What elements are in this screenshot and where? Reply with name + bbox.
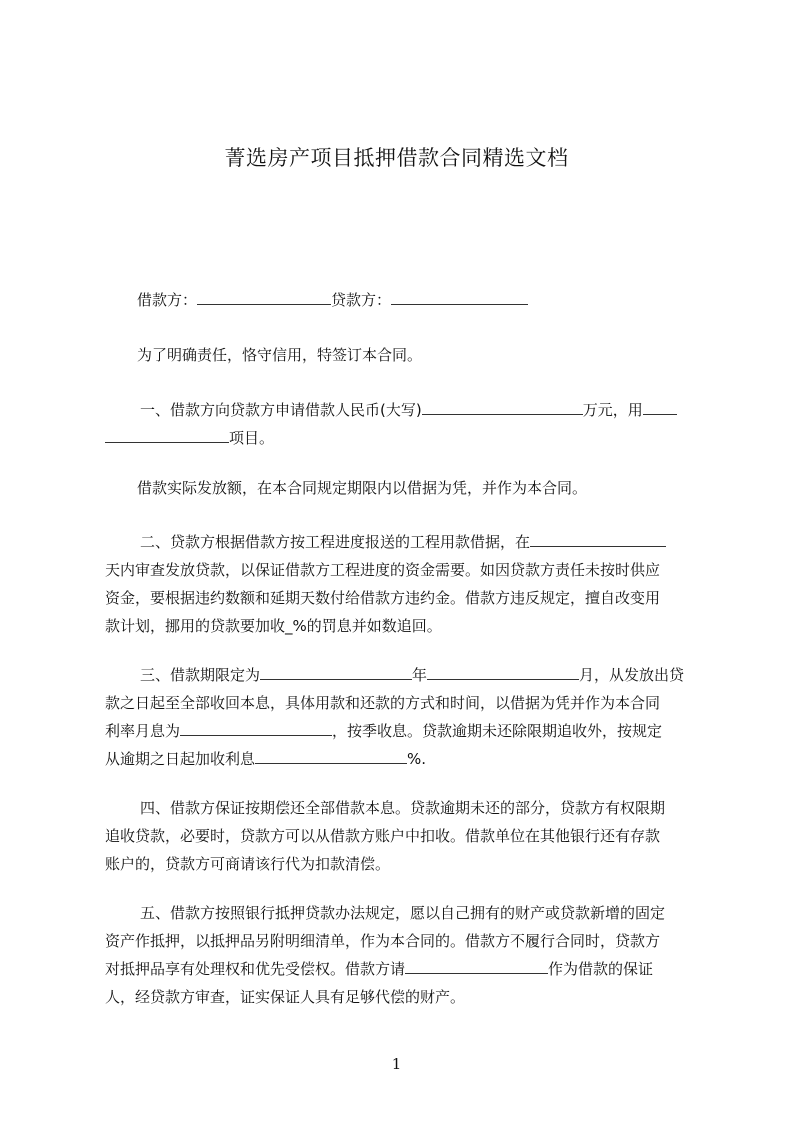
clause-1-text-b: 万元，用 [582,401,643,419]
clause-4-line-1: 四、借款方保证按期偿还全部借款本息。贷款逾期未还的部分，贷款方有权限期 [140,799,666,817]
clause-4-line-3: 账户的，贷款方可商请该行代为扣款清偿。 [105,855,391,873]
clause-2-line-3: 资金，要根据违约数额和延期天数付给借款方违约金。借款方违反规定，擅自改变用 [105,589,661,607]
clause-3-text-b: 年 [412,666,428,684]
clause-5-line-1: 五、借款方按照银行抵押贷款办法规定，愿以自己拥有的财产或贷款新增的固定 [140,904,666,922]
note-text: 借款实际发放额，在本合同规定期限内以借据为凭，并作为本合同。 [137,479,588,497]
lender-label: 贷款方： [331,291,392,309]
lender-blank [391,287,528,305]
clause-5-line-4: 人，经贷款方审查，证实保证人具有足够代偿的财产。 [105,988,466,1006]
overdue-interest-blank [255,746,407,764]
borrower-label: 借款方： [137,291,198,309]
term-years-blank [260,662,412,680]
clause-3-text-c: 月，从发放出贷 [579,666,685,684]
clause-2-line-2: 天内审查发放贷款，以保证借款方工程进度的资金需要。如因贷款方责任未按时供应 [105,561,661,579]
borrower-blank [197,287,331,305]
parties-section [105,286,702,314]
note-section [105,474,702,502]
clause-3-text-line4a: 从逾期之日起加收利息 [105,750,256,768]
review-days-blank [530,529,666,547]
clause-5-text-line3: 对抵押品享有处理权和优先受偿权。借款方请 [105,960,406,978]
clause-3 [105,661,702,773]
purpose-blank-1 [643,397,677,415]
clause-4-line-2: 追收贷款，必要时，贷款方可以从借款方账户中扣收。借款单位在其他银行还有存款 [105,827,661,845]
clause-5-line-2: 资产作抵押，以抵押品另附明细清单，作为本合同的。借款方不履行合同时，贷款方 [105,932,661,950]
term-months-blank [427,662,579,680]
clause-3-text-line3b: ，按季收息。贷款逾期未还除限期追收外，按规定 [332,722,663,740]
loan-amount-blank [422,397,583,415]
purpose-blank-2 [105,425,229,443]
clause-2-line-4: 款计划，挪用的贷款要加收_%的罚息并如数追回。 [105,617,442,635]
clause-1-text-a: 一、借款方向贷款方申请借款人民币(大写) [140,401,422,419]
clause-2-text-a: 二、贷款方根据借款方按工程进度报送的工程用款借据，在 [140,533,531,551]
clause-4 [105,794,702,878]
intro-text: 为了明确责任，恪守信用，特签订本合同。 [137,346,423,364]
clause-1-text-c: 项目。 [229,429,275,447]
clause-5-text-line3b: 作为借款的保证 [548,960,654,978]
guarantor-blank [405,956,548,974]
clause-3-text-a: 三、借款期限定为 [140,666,261,684]
clause-3-line-2: 款之日起至全部收回本息，具体用款和还款的方式和时间，以借据为凭并作为本合同 [105,694,661,712]
monthly-rate-blank [180,718,332,736]
intro-section [105,341,702,369]
clause-2 [105,528,702,640]
document-title: 菁选房产项目抵押借款合同精选文档 [224,146,569,170]
clause-3-text-line4b: %. [407,750,427,768]
clause-5 [105,899,702,1011]
clause-1 [105,396,702,452]
clause-3-text-line3a: 利率月息为 [105,722,181,740]
page-number: 1 [391,1055,402,1073]
